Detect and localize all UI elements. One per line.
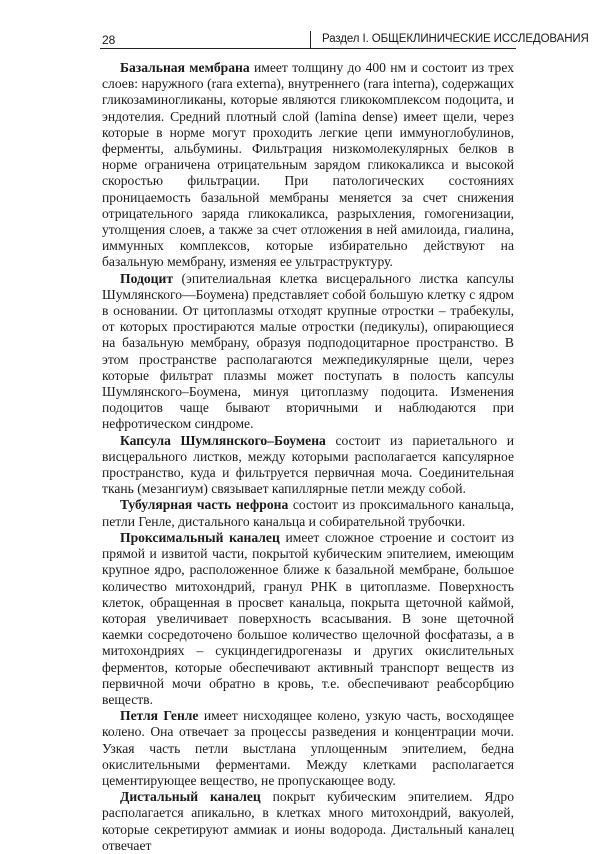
section-title: Раздел I. ОБЩЕКЛИНИЧЕСКИЕ ИССЛЕДОВАНИЯ: [322, 33, 589, 45]
paragraph-text: состоит из париетального и висцерального листков, между которыми располагается капсулярное пространство, куда и фильтруется первичная моча. Соединительная ткань (мезангиум) связывает капиллярные петли между собой.: [102, 432, 514, 497]
term-proximal-tubule: Проксимальный каналец: [120, 529, 280, 545]
header-rule: [100, 48, 516, 49]
paragraph-loop-of-henle: [102, 708, 514, 789]
paragraph-text: покрыт кубическим эпителием. Ядро располагается апикально, в клетках много митохондрий, вакуолей, которые секретируют аммиак и ионы водорода. Дистальный каналец отвечает: [102, 789, 514, 853]
page-number: 28: [102, 33, 116, 47]
running-header: [0, 0, 600, 50]
paragraph-proximal-tubule: [102, 530, 514, 708]
term-tubular-part: Тубулярная часть нефрона: [120, 497, 289, 513]
term-bowman-capsule: Капсула Шумлянского–Боумена: [120, 432, 326, 448]
term-distal-tubule: Дистальный каналец: [120, 789, 261, 805]
paragraph-text: имеет нисходящее колено, узкую часть, восходящее колено. Она отвечает за процессы разведения и концентрации мочи. Узкая часть петли выстлана уплощенным эпителием, бедна окислительными ферментами. Между клетками располагается цементирующее вещество, не пропускающее воду.: [102, 708, 515, 788]
paragraph-text: имеет сложное строение и состоит из прямой и извитой части, покрытой кубическим эпителием, имеющим крупное ядро, расположенное ближе к базальной мембране, большое количество митохондрий, гранул РНК в цитоплазме. Поверхность клеток, обращенная в просвет канальца, покрыта щеточной каймой, которая увеличивает поверхность всасывания. В зоне щеточной каемки сосредоточено большое количество щелочной фосфатазы, а в митохондриях – сукциндегидрогеназы и других окислительных ферментов, которые обеспечивают активный транспорт веществ из первичной мочи обратно в кровь, т.е. обеспечивают реабсорбцию веществ.: [102, 529, 514, 707]
body-text: [102, 60, 514, 854]
paragraph-text: состоит из проксимального канальца, петли Генле, дистального канальца и собирательной трубочки.: [102, 497, 514, 529]
term-podocyte: Подоцит: [120, 270, 173, 286]
paragraph-bowman-capsule: [102, 433, 514, 498]
header-divider-tick: [310, 31, 311, 48]
term-loop-of-henle: Петля Генле: [120, 708, 199, 724]
paragraph-podocyte: [102, 271, 514, 433]
paragraph-distal-tubule: [102, 789, 514, 854]
paragraph-basal-membrane: [102, 60, 514, 271]
paragraph-text: имеет толщину до 400 нм и состоит из трех слоев: наружного (rara externa), внутреннего (rara interna), содержащих гликозаминогликаны, которые являются гликокомплексом подоцита, и эндотелия. Средний плотный слой (lamina dense) имеет щели, через которые в норме могут проходить легкие цепи иммуноглобулинов, ферменты, альбумины. Фильтрация низкомолекулярных белков в норме ограничена отрицательным зарядом гликокаликса и высокой скоростью фильтрации. При патологических состояниях проницаемость базальной мембраны меняется за счет снижения отрицательного заряда гликокаликса, разрыхления, гомогенизации, утолщения слоев, а также за счет отложения в ней амилоида, гиалина, иммунных комплексов, которые избирательно действуют на базальную мембрану, изменяя ее ультраструктуру.: [102, 60, 514, 270]
term-basal-membrane: Базальная мембрана: [120, 60, 250, 75]
paragraph-tubular-part: [102, 497, 514, 529]
paragraph-text: (эпителиальная клетка висцерального листка капсулы Шумлянского—Боумена) представляет собой большую клетку с ядром в основании. От цитоплазмы отходят крупные отростки – трабекулы, от которых простираются малые отростки (педикулы), опирающиеся на базальную мембрану, образуя подподоцитарное пространство. В этом пространстве располагаются межпедикулярные щели, через которые фильтрат плазмы может поступать в полость капсулы Шумлянского–Боумена, минуя цитоплазму подоцита. Изменения подоцитов чаще бывают вторичными и наблюдаются при нефротическом синдроме.: [102, 270, 514, 432]
